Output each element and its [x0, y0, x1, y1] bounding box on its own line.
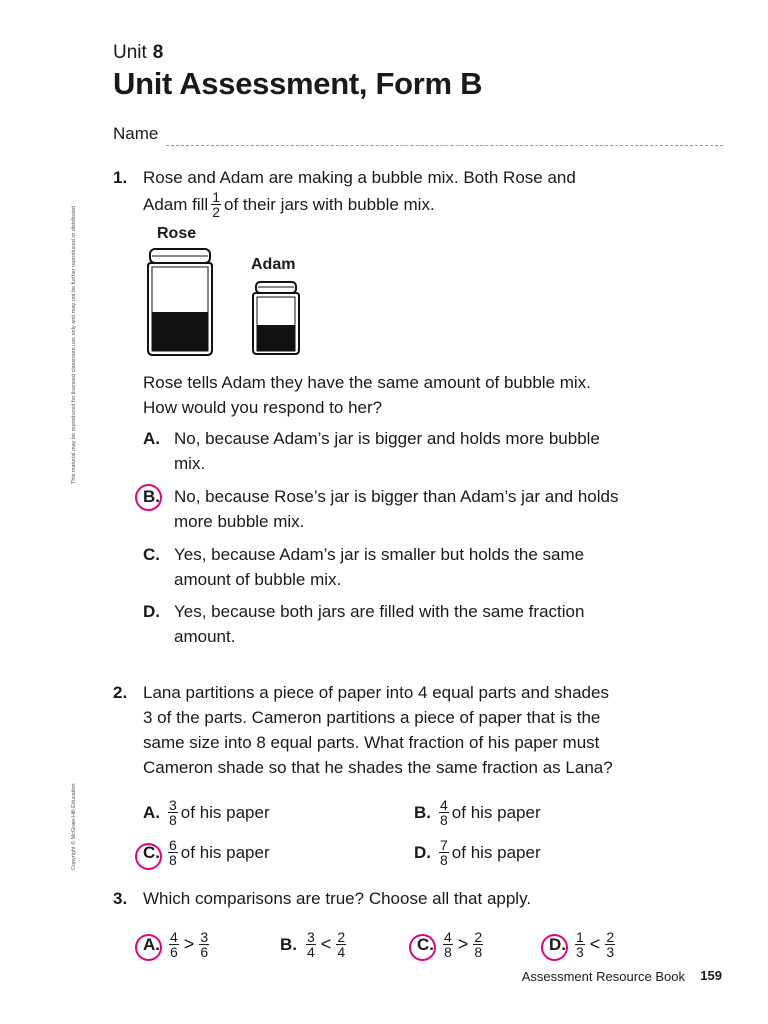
- q2-option-c-letter: C.: [143, 842, 160, 862]
- q1-option-d-letter[interactable]: D.: [143, 602, 160, 621]
- unit-number: 8: [152, 42, 164, 63]
- question-1-prompt-line2: How would you respond to her?: [143, 398, 383, 417]
- q3-d-left-den: 3: [576, 944, 584, 960]
- q3-option-a-letter: A.: [143, 934, 160, 954]
- q3-b-left-den: 4: [307, 944, 315, 960]
- q3-option-a-right: [199, 930, 209, 959]
- q3-d-left-num: 1: [576, 929, 584, 945]
- q3-option-a[interactable]: [143, 930, 212, 959]
- q1-option-b-letter[interactable]: B.: [143, 487, 160, 506]
- jar-rose-label: Rose: [157, 225, 197, 242]
- q1-option-a-letter[interactable]: A.: [143, 429, 160, 448]
- unit-label: [113, 42, 163, 64]
- q2-option-a-letter: A.: [143, 802, 160, 822]
- q2-option-c[interactable]: [143, 838, 270, 867]
- q3-c-left-den: 8: [444, 944, 452, 960]
- q1-option-d-line1: Yes, because both jars are filled with the same fraction: [174, 602, 585, 621]
- q3-option-b[interactable]: [280, 930, 349, 959]
- q3-a-left-den: 6: [170, 944, 178, 960]
- q3-d-right-num: 2: [606, 929, 615, 945]
- q3-option-d-letter: D.: [549, 934, 566, 954]
- q2-option-d-letter: D.: [414, 842, 431, 862]
- name-field[interactable]: [166, 145, 723, 146]
- q2-option-a-den: 8: [169, 812, 177, 828]
- q2-option-b-letter: B.: [414, 802, 431, 822]
- q1-option-c-line2: amount of bubble mix.: [174, 570, 342, 589]
- q3-option-d-left: [575, 930, 585, 959]
- q2-option-c-num: 6: [169, 837, 177, 853]
- q1-option-b-line1: No, because Rose’s jar is bigger than Adam’s jar and holds: [174, 487, 619, 506]
- copyright-notice: This material may be reproduced for licensed classroom use only and may not be further reproduced or distributed: [71, 205, 77, 484]
- question-2-number: 2.: [113, 683, 128, 702]
- unit-word: Unit: [113, 42, 147, 63]
- q1-option-a-line2: mix.: [174, 454, 206, 473]
- q3-option-c[interactable]: [417, 930, 486, 959]
- q2-option-d-den: 8: [440, 852, 448, 868]
- q3-a-left-num: 4: [170, 929, 178, 945]
- q1-option-d-line2: amount.: [174, 627, 236, 646]
- q2-option-b-text: of his paper: [451, 803, 541, 822]
- q1-option-c-letter[interactable]: C.: [143, 545, 160, 564]
- q2-option-b-fraction: [439, 798, 449, 827]
- q3-b-left-num: 3: [307, 929, 315, 945]
- q3-b-right-den: 4: [337, 944, 346, 960]
- q2-option-d-num: 7: [440, 837, 448, 853]
- q3-option-d-right: [605, 930, 615, 959]
- name-label: Name: [113, 124, 159, 143]
- question-2-line1: Lana partitions a piece of paper into 4 equal parts and shades: [143, 683, 609, 702]
- q3-a-right-den: 6: [200, 944, 209, 960]
- question-3-text: Which comparisons are true? Choose all that apply.: [143, 889, 532, 908]
- q2-option-a-num: 3: [169, 797, 177, 813]
- question-2-line2: 3 of the parts. Cameron partitions a piece of paper that is the: [143, 708, 601, 727]
- q3-a-right-num: 3: [200, 929, 209, 945]
- q2-option-d-text: of his paper: [451, 843, 541, 862]
- q2-option-d-fraction: [439, 838, 449, 867]
- q3-option-b-letter: B.: [280, 934, 297, 954]
- q2-option-b[interactable]: [414, 798, 541, 827]
- q3-option-a-left: [169, 930, 179, 959]
- jar-adam-label: Adam: [251, 256, 296, 273]
- q3-option-c-letter: C.: [417, 934, 434, 954]
- q2-option-c-den: 8: [169, 852, 177, 868]
- q2-option-b-den: 8: [440, 812, 448, 828]
- q2-option-b-num: 4: [440, 797, 448, 813]
- q1-text-after: of their jars with bubble mix.: [223, 195, 435, 214]
- q2-option-a[interactable]: [143, 798, 270, 827]
- q3-c-right-den: 8: [474, 944, 483, 960]
- question-2-line4: Cameron shade so that he shades the same fraction as Lana?: [143, 758, 613, 777]
- question-1-text-line1: Rose and Adam are making a bubble mix. Both Rose and: [143, 168, 576, 187]
- q1-option-b-line2: more bubble mix.: [174, 512, 305, 531]
- q3-option-b-right: [336, 930, 346, 959]
- q3-option-b-left: [306, 930, 316, 959]
- question-1-text-line2: [143, 190, 435, 219]
- q1-fraction-den: 2: [212, 204, 220, 220]
- q3-option-c-left: [443, 930, 453, 959]
- footer-book-title: Assessment Resource Book: [521, 969, 685, 984]
- question-2-line3: same size into 8 equal parts. What fraction of his paper must: [143, 733, 600, 752]
- q3-c-left-num: 4: [444, 929, 452, 945]
- q2-option-a-fraction: [168, 798, 178, 827]
- q1-option-c-line1: Yes, because Adam’s jar is smaller but holds the same: [174, 545, 585, 564]
- rose-jar-icon: [140, 246, 220, 358]
- q2-option-d[interactable]: [414, 838, 541, 867]
- q3-d-right-den: 3: [606, 944, 615, 960]
- q3-b-right-num: 2: [337, 929, 346, 945]
- q2-option-a-text: of his paper: [180, 803, 270, 822]
- q3-option-c-operator: >: [457, 934, 469, 954]
- q2-option-c-text: of his paper: [180, 843, 270, 862]
- q1-fraction-num: 1: [212, 189, 220, 205]
- q2-option-c-fraction: [168, 838, 178, 867]
- question-3-number: 3.: [113, 889, 128, 908]
- q1-option-a-line1: No, because Adam’s jar is bigger and holds more bubble: [174, 429, 600, 448]
- q3-option-d[interactable]: [549, 930, 618, 959]
- q1-text-before: Adam fill: [143, 195, 209, 214]
- q3-option-c-right: [473, 930, 483, 959]
- q3-option-b-operator: <: [320, 934, 332, 954]
- page-title: Unit Assessment, Form B: [113, 66, 483, 101]
- question-1-prompt-line1: Rose tells Adam they have the same amount of bubble mix.: [143, 373, 591, 392]
- footer-page-number: 159: [700, 968, 722, 983]
- q1-fraction: [211, 190, 221, 219]
- q3-option-a-operator: >: [183, 934, 195, 954]
- adam-jar-icon: [248, 279, 304, 357]
- question-1-number: 1.: [113, 168, 128, 187]
- copyright-owner: Copyright © McGraw-Hill Education: [71, 783, 77, 870]
- q3-c-right-num: 2: [474, 929, 483, 945]
- q3-option-d-operator: <: [589, 934, 601, 954]
